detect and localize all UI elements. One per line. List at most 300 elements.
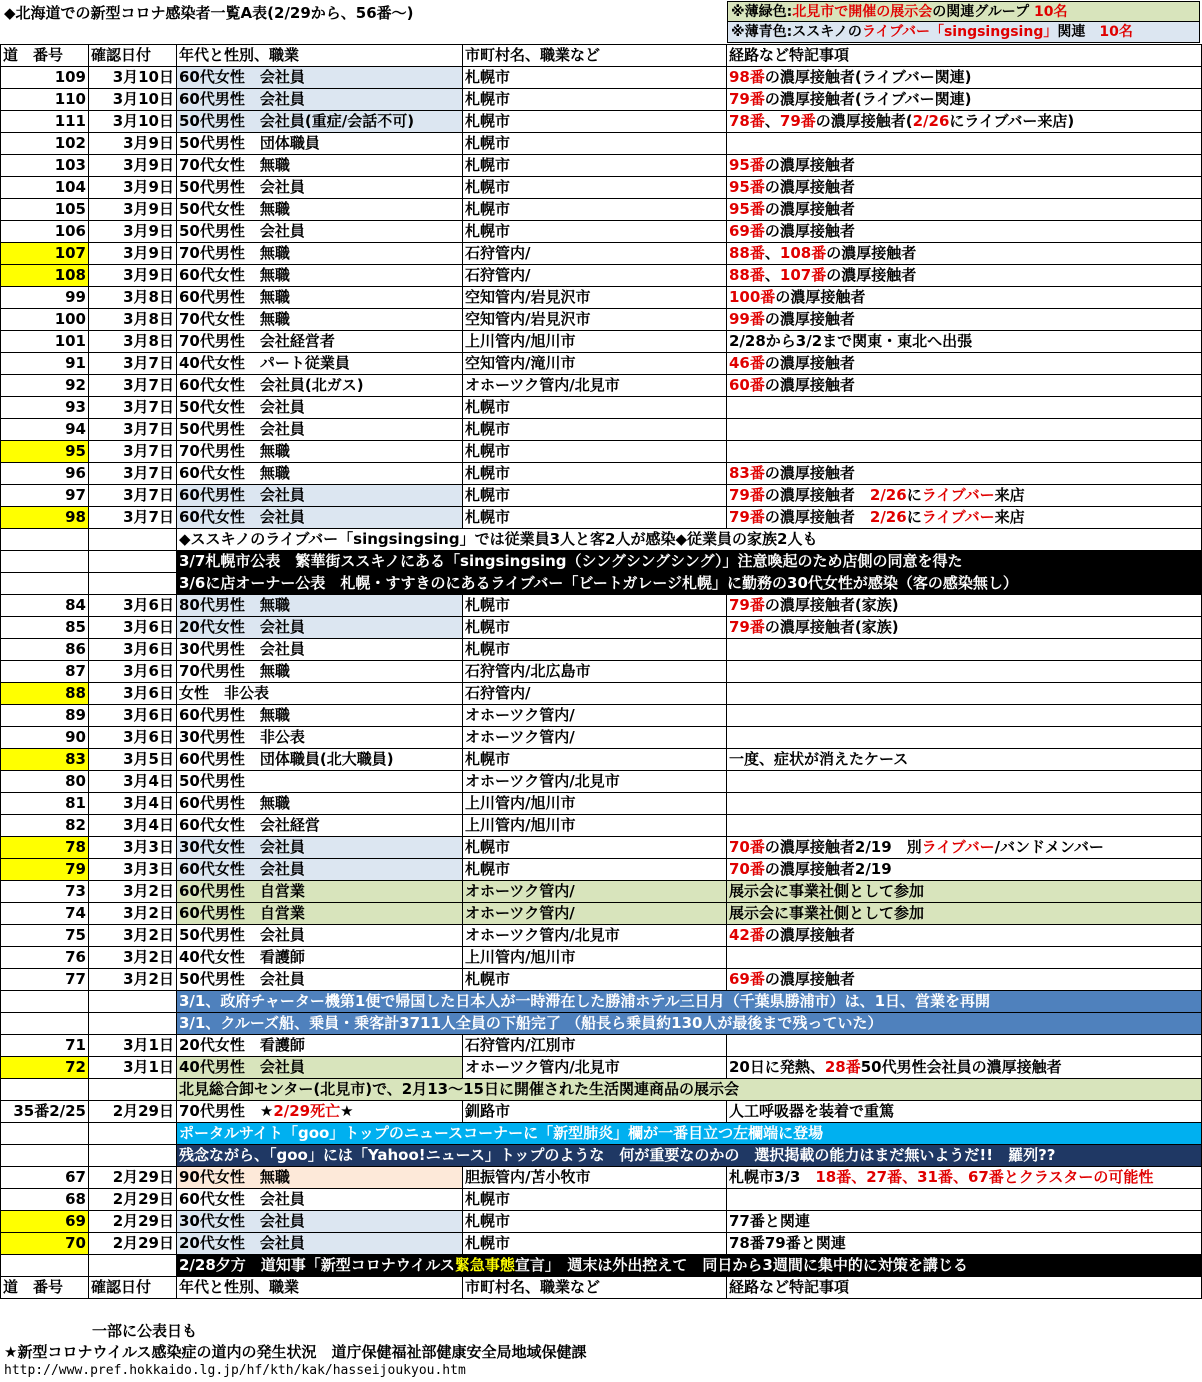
notes <box>727 1189 1202 1211</box>
municipality: 札幌市 <box>463 177 727 199</box>
banner-spacer <box>1 573 89 595</box>
text-segment: 79番 <box>729 596 765 614</box>
age-gender-job: 60代男性 会社員 <box>177 89 463 111</box>
table-row <box>1 243 1202 265</box>
municipality: 上川管内/旭川市 <box>463 331 727 353</box>
municipality: 札幌市 <box>463 463 727 485</box>
legend-green: ※薄緑色:北見市で開催の展示会の関連グループ 10名 <box>727 1 1200 22</box>
case-number: 98 <box>1 507 89 529</box>
text-segment: 95番 <box>729 200 765 218</box>
age-gender-job: 20代女性 会社員 <box>177 1233 463 1255</box>
case-number: 105 <box>1 199 89 221</box>
text-segment: 70番 <box>729 860 765 878</box>
text-segment: 来店 <box>994 508 1025 526</box>
municipality: オホーツク管内/ <box>463 881 727 903</box>
table-row <box>1 1035 1202 1057</box>
text-segment: 69番 <box>729 222 765 240</box>
banner-text: 3/1、政府チャーター機第1便で帰国した日本人が一時滞在した勝浦ホテル三日月（千葉県勝浦市）は、1日、営業を再開 <box>177 991 1202 1013</box>
age-gender-job: 50代男性 <box>177 771 463 793</box>
age-gender-job: 60代女性 会社経営 <box>177 815 463 837</box>
municipality: オホーツク管内/北見市 <box>463 375 727 397</box>
age-gender-job: 30代女性 会社員 <box>177 837 463 859</box>
header-place: 市町村名、職業など <box>463 45 727 67</box>
notes <box>727 815 1202 837</box>
text-segment: 、 <box>764 112 780 130</box>
text-segment: 2/29死亡 <box>273 1102 341 1120</box>
case-number: 71 <box>1 1035 89 1057</box>
table-row <box>1 221 1202 243</box>
age-gender-job: 50代女性 会社員 <box>177 397 463 419</box>
case-number: 70 <box>1 1233 89 1255</box>
confirm-date: 3月7日 <box>89 485 177 507</box>
case-number: 82 <box>1 815 89 837</box>
footer-header-age: 年代と性別、職業 <box>177 1277 463 1299</box>
case-number: 74 <box>1 903 89 925</box>
age-gender-job: 20代女性 看護師 <box>177 1035 463 1057</box>
text-segment: ライブバー <box>921 508 995 526</box>
case-number: 111 <box>1 111 89 133</box>
notes <box>727 353 1202 375</box>
age-gender-job: 女性 非公表 <box>177 683 463 705</box>
age-gender-job: 60代男性 団体職員(北大職員) <box>177 749 463 771</box>
text-segment: ライブバー <box>921 838 995 856</box>
notes <box>727 925 1202 947</box>
case-number: 101 <box>1 331 89 353</box>
case-number: 110 <box>1 89 89 111</box>
text-segment: /バンドメンバー <box>994 838 1104 856</box>
confirm-date: 3月2日 <box>89 969 177 991</box>
case-number: 106 <box>1 221 89 243</box>
confirm-date: 3月9日 <box>89 133 177 155</box>
text-segment: の濃厚接触者 <box>764 310 855 328</box>
table-row <box>1 419 1202 441</box>
text-segment: 、 <box>764 244 780 262</box>
text-segment: 108番 <box>779 244 827 262</box>
age-gender-job: 70代男性 会社経営者 <box>177 331 463 353</box>
table-row <box>1 177 1202 199</box>
municipality: オホーツク管内/北見市 <box>463 925 727 947</box>
banner-spacer <box>89 991 177 1013</box>
municipality: 空知管内/岩見沢市 <box>463 287 727 309</box>
text-segment: 69番 <box>729 970 765 988</box>
confirm-date: 3月9日 <box>89 243 177 265</box>
text-segment: 2/28夕方 道知事「新型コロナウイルス <box>179 1256 455 1274</box>
case-number: 109 <box>1 67 89 89</box>
footer-url[interactable]: http://www.pref.hokkaido.lg.jp/hf/kth/kak/hasseijoukyou.htm <box>4 1363 466 1378</box>
text-segment: 28番 <box>824 1058 861 1076</box>
text-segment: 88番 <box>729 266 765 284</box>
case-number: 83 <box>1 749 89 771</box>
text-segment: 2/28から3/2まで関東・東北へ出張 <box>729 332 973 350</box>
age-gender-job: 60代女性 無職 <box>177 265 463 287</box>
municipality: 札幌市 <box>463 397 727 419</box>
notes <box>727 617 1202 639</box>
municipality: 札幌市 <box>463 419 727 441</box>
municipality: 札幌市 <box>463 67 727 89</box>
age-gender-job: 70代女性 無職 <box>177 309 463 331</box>
confirm-date: 3月10日 <box>89 89 177 111</box>
banner-text: 残念ながら、「goo」には「Yahoo!ニュース」トップのような 何が重要なのかの 選択掲載の能力はまだ無いようだ!! 羅列?? <box>177 1145 1202 1167</box>
age-gender-job: 40代女性 パート従業員 <box>177 353 463 375</box>
text-segment: ★ <box>340 1102 354 1120</box>
text-segment: 展示会に事業社側として参加 <box>729 904 925 922</box>
age-gender-job: 70代女性 無職 <box>177 155 463 177</box>
case-number: 97 <box>1 485 89 507</box>
age-gender-job: 60代女性 会社員 <box>177 67 463 89</box>
confirm-date: 3月9日 <box>89 221 177 243</box>
case-number: 91 <box>1 353 89 375</box>
banner-row <box>1 991 1202 1013</box>
notes <box>727 155 1202 177</box>
table-row <box>1 89 1202 111</box>
municipality: 札幌市 <box>463 133 727 155</box>
municipality: 札幌市 <box>463 221 727 243</box>
banner-spacer <box>1 551 89 573</box>
banner-spacer <box>89 1145 177 1167</box>
table-row <box>1 903 1202 925</box>
table-row <box>1 375 1202 397</box>
text-segment: の濃厚接触者(家族) <box>764 596 899 614</box>
confirm-date: 3月4日 <box>89 793 177 815</box>
table-row <box>1 793 1202 815</box>
case-number: 86 <box>1 639 89 661</box>
age-gender-job: 50代男性 会社員 <box>177 969 463 991</box>
table-row <box>1 595 1202 617</box>
municipality: 札幌市 <box>463 507 727 529</box>
banner-spacer <box>1 1079 89 1101</box>
case-number: 35番2/25 <box>1 1101 89 1123</box>
age-gender-job: 40代女性 看護師 <box>177 947 463 969</box>
text-segment: の濃厚接触者 <box>764 970 855 988</box>
notes <box>727 837 1202 859</box>
table-row <box>1 67 1202 89</box>
header-no: 道 番号 <box>1 45 89 67</box>
footer-header-place: 市町村名、職業など <box>463 1277 727 1299</box>
municipality: 札幌市 <box>463 111 727 133</box>
case-number: 73 <box>1 881 89 903</box>
case-number: 94 <box>1 419 89 441</box>
confirm-date: 3月4日 <box>89 771 177 793</box>
text-segment: 79番 <box>729 618 765 636</box>
confirm-date: 3月3日 <box>89 859 177 881</box>
text-segment: 99番 <box>729 310 765 328</box>
table-row <box>1 507 1202 529</box>
notes <box>727 441 1202 463</box>
header-age: 年代と性別、職業 <box>177 45 463 67</box>
municipality: 上川管内/旭川市 <box>463 793 727 815</box>
text-segment: の濃厚接触者 <box>826 266 917 284</box>
table-row <box>1 661 1202 683</box>
notes <box>727 947 1202 969</box>
confirm-date: 3月6日 <box>89 727 177 749</box>
footer-note: 一部に公表日も <box>92 1322 198 1340</box>
confirm-date: 2月29日 <box>89 1211 177 1233</box>
municipality: 釧路市 <box>463 1101 727 1123</box>
case-number: 102 <box>1 133 89 155</box>
confirm-date: 3月8日 <box>89 287 177 309</box>
table-row <box>1 639 1202 661</box>
banner-spacer <box>1 1013 89 1035</box>
confirm-date: 3月1日 <box>89 1035 177 1057</box>
banner-spacer <box>1 1123 89 1145</box>
table-row <box>1 881 1202 903</box>
confirm-date: 3月6日 <box>89 617 177 639</box>
municipality: 石狩管内/北広島市 <box>463 661 727 683</box>
confirm-date: 3月7日 <box>89 441 177 463</box>
text-segment: 79番 <box>729 508 765 526</box>
age-gender-job: 60代男性 無職 <box>177 793 463 815</box>
age-gender-job: 60代男性 無職 <box>177 705 463 727</box>
case-number: 92 <box>1 375 89 397</box>
text-segment: の濃厚接触者 <box>764 354 855 372</box>
case-number: 67 <box>1 1167 89 1189</box>
text-segment: 人工呼吸器を装着で重篤 <box>729 1102 895 1120</box>
case-number: 85 <box>1 617 89 639</box>
confirm-date: 3月4日 <box>89 815 177 837</box>
age-gender-job: 70代男性 無職 <box>177 441 463 463</box>
legend-blue: ※薄青色:ススキノのライブバー「singsingsing」関連 10名 <box>727 22 1200 43</box>
text-segment: 95番 <box>729 156 765 174</box>
text-segment: に <box>906 486 922 504</box>
table-row <box>1 353 1202 375</box>
notes <box>727 595 1202 617</box>
municipality: 札幌市 <box>463 617 727 639</box>
municipality: 札幌市 <box>463 969 727 991</box>
municipality: 札幌市 <box>463 595 727 617</box>
text-segment: 50代男性会社員の濃厚接触者 <box>860 1058 1062 1076</box>
notes <box>727 111 1202 133</box>
table-row <box>1 617 1202 639</box>
confirm-date: 3月10日 <box>89 111 177 133</box>
case-number: 80 <box>1 771 89 793</box>
text-segment: 107番 <box>779 266 827 284</box>
confirm-date: 3月9日 <box>89 155 177 177</box>
municipality: オホーツク管内/ <box>463 903 727 925</box>
notes <box>727 749 1202 771</box>
text-segment: 78番79番と関連 <box>729 1234 846 1252</box>
case-number: 90 <box>1 727 89 749</box>
banner-spacer <box>89 551 177 573</box>
notes <box>727 1101 1202 1123</box>
age-gender-job: 90代女性 無職 <box>177 1167 463 1189</box>
text-segment: 来店 <box>994 486 1025 504</box>
text-segment: 77番と関連 <box>729 1212 810 1230</box>
age-gender-job: 20代女性 会社員 <box>177 617 463 639</box>
age-gender-job: 50代女性 無職 <box>177 199 463 221</box>
case-number: 79 <box>1 859 89 881</box>
notes <box>727 375 1202 397</box>
banner-spacer <box>1 991 89 1013</box>
age-gender-job: 60代男性 自営業 <box>177 903 463 925</box>
text-segment: 20日に発熱、 <box>729 1058 825 1076</box>
age-gender-job: 60代女性 会社員 <box>177 507 463 529</box>
case-number: 75 <box>1 925 89 947</box>
confirm-date: 2月29日 <box>89 1101 177 1123</box>
notes <box>727 309 1202 331</box>
table-row <box>1 463 1202 485</box>
text-segment: の濃厚接触者2/19 <box>764 860 892 878</box>
municipality: オホーツク管内/北見市 <box>463 1057 727 1079</box>
banner-spacer <box>89 1013 177 1035</box>
text-segment: の濃厚接触者 <box>764 178 855 196</box>
table-row <box>1 683 1202 705</box>
municipality: 札幌市 <box>463 89 727 111</box>
municipality: 札幌市 <box>463 199 727 221</box>
confirm-date: 3月7日 <box>89 463 177 485</box>
table-row <box>1 309 1202 331</box>
notes <box>727 485 1202 507</box>
text-segment: 2/26 <box>912 112 950 130</box>
table-row <box>1 199 1202 221</box>
case-number: 107 <box>1 243 89 265</box>
banner-text: 北見総合卸センター(北見市)で、2月13～15日に開催された生活関連商品の展示会 <box>177 1079 1202 1101</box>
banner-text: 3/7札幌市公表 繁華街ススキノにある「singsingsing（シングシングシング）」注意喚起のため店側の同意を得た <box>177 551 1202 573</box>
case-number: 81 <box>1 793 89 815</box>
text-segment: 70番 <box>729 838 765 856</box>
table-row <box>1 837 1202 859</box>
age-gender-job: 50代男性 会社員(重症/会話不可) <box>177 111 463 133</box>
text-segment: 宣言」 週末は外出控えて 同日から3週間に集中的に対策を講じる <box>514 1256 968 1274</box>
confirm-date: 3月6日 <box>89 683 177 705</box>
text-segment: の濃厚接触者 <box>826 244 917 262</box>
age-gender-job: 60代女性 会社員(北ガス) <box>177 375 463 397</box>
confirm-date: 3月9日 <box>89 265 177 287</box>
case-number: 76 <box>1 947 89 969</box>
confirm-date: 3月9日 <box>89 177 177 199</box>
text-segment: の濃厚接触者(ライブバー関連) <box>764 90 972 108</box>
case-number: 104 <box>1 177 89 199</box>
table-row <box>1 947 1202 969</box>
confirm-date: 3月8日 <box>89 331 177 353</box>
age-gender-job: 70代男性 無職 <box>177 243 463 265</box>
municipality: 石狩管内/江別市 <box>463 1035 727 1057</box>
confirm-date: 3月2日 <box>89 903 177 925</box>
text-segment: 60番 <box>729 376 765 394</box>
confirm-date: 2月29日 <box>89 1189 177 1211</box>
case-number: 96 <box>1 463 89 485</box>
text-segment: 100番 <box>729 288 776 306</box>
case-number: 69 <box>1 1211 89 1233</box>
case-number: 78 <box>1 837 89 859</box>
confirm-date: 3月2日 <box>89 925 177 947</box>
case-number: 87 <box>1 661 89 683</box>
age-gender-job: 60代女性 会社員 <box>177 859 463 881</box>
confirm-date: 3月9日 <box>89 199 177 221</box>
text-segment: 緊急事態 <box>454 1256 515 1274</box>
confirm-date: 2月29日 <box>89 1233 177 1255</box>
notes <box>727 331 1202 353</box>
table-row <box>1 1167 1202 1189</box>
text-segment: 展示会に事業社側として参加 <box>729 882 925 900</box>
table-row <box>1 1233 1202 1255</box>
confirm-date: 3月6日 <box>89 639 177 661</box>
text-segment: の濃厚接触者 <box>764 156 855 174</box>
notes <box>727 661 1202 683</box>
municipality: 札幌市 <box>463 1211 727 1233</box>
text-segment: 札幌市3/3 <box>729 1168 816 1186</box>
notes <box>727 705 1202 727</box>
banner-row <box>1 1145 1202 1167</box>
notes <box>727 199 1202 221</box>
case-number: 108 <box>1 265 89 287</box>
notes <box>727 1057 1202 1079</box>
table-row <box>1 287 1202 309</box>
banner-text: ◆ススキノのライブバー「singsingsing」では従業員3人と客2人が感染◆従業員の家族2人も <box>177 529 1202 551</box>
case-number: 103 <box>1 155 89 177</box>
text-segment: ライブバー <box>921 486 995 504</box>
footer-source: ★新型コロナウイルス感染症の道内の発生状況 道庁保健福祉部健康安全局地域保健課 <box>4 1343 587 1361</box>
footer-header-note: 経路など特記事項 <box>727 1277 1202 1299</box>
municipality: 札幌市 <box>463 441 727 463</box>
case-number: 99 <box>1 287 89 309</box>
notes <box>727 221 1202 243</box>
banner-spacer <box>1 1255 89 1277</box>
confirm-date: 3月7日 <box>89 419 177 441</box>
age-gender-job <box>177 1101 463 1123</box>
text-segment: 98番 <box>729 68 765 86</box>
confirm-date: 3月8日 <box>89 309 177 331</box>
banner-spacer <box>89 1079 177 1101</box>
text-segment: の濃厚接触者(家族) <box>764 618 899 636</box>
banner-row <box>1 1123 1202 1145</box>
age-gender-job: 60代女性 無職 <box>177 463 463 485</box>
header-date: 確認日付 <box>89 45 177 67</box>
notes <box>727 903 1202 925</box>
confirm-date: 3月5日 <box>89 749 177 771</box>
case-number: 93 <box>1 397 89 419</box>
notes <box>727 1233 1202 1255</box>
municipality: 石狩管内/ <box>463 683 727 705</box>
age-gender-job: 50代男性 会社員 <box>177 221 463 243</box>
age-gender-job: 30代女性 会社員 <box>177 1211 463 1233</box>
age-gender-job: 40代男性 会社員 <box>177 1057 463 1079</box>
municipality: 札幌市 <box>463 859 727 881</box>
notes <box>727 969 1202 991</box>
age-gender-job: 50代男性 団体職員 <box>177 133 463 155</box>
municipality: オホーツク管内/ <box>463 705 727 727</box>
age-gender-job: 30代男性 非公表 <box>177 727 463 749</box>
confirm-date: 3月10日 <box>89 67 177 89</box>
banner-spacer <box>89 1123 177 1145</box>
footer-header-date: 確認日付 <box>89 1277 177 1299</box>
text-segment: 79番 <box>729 90 765 108</box>
text-segment: 、 <box>764 266 780 284</box>
header-note: 経路など特記事項 <box>727 45 1202 67</box>
municipality: 札幌市 <box>463 639 727 661</box>
text-segment: の濃厚接触者 <box>764 486 870 504</box>
age-gender-job: 60代男性 会社員 <box>177 485 463 507</box>
case-number: 72 <box>1 1057 89 1079</box>
text-segment: 78番 <box>729 112 765 130</box>
notes <box>727 639 1202 661</box>
table-row <box>1 485 1202 507</box>
text-segment: 一度、症状が消えたケース <box>729 750 909 768</box>
banner-spacer <box>89 529 177 551</box>
municipality: 札幌市 <box>463 749 727 771</box>
table-row <box>1 727 1202 749</box>
municipality: オホーツク管内/ <box>463 727 727 749</box>
table-row <box>1 155 1202 177</box>
table-row <box>1 133 1202 155</box>
municipality: 空知管内/滝川市 <box>463 353 727 375</box>
municipality: 札幌市 <box>463 485 727 507</box>
confirm-date: 3月7日 <box>89 375 177 397</box>
confirm-date: 3月6日 <box>89 705 177 727</box>
banner-text <box>177 1255 1202 1277</box>
table-row <box>1 1189 1202 1211</box>
table-row <box>1 815 1202 837</box>
age-gender-job: 60代男性 自営業 <box>177 881 463 903</box>
